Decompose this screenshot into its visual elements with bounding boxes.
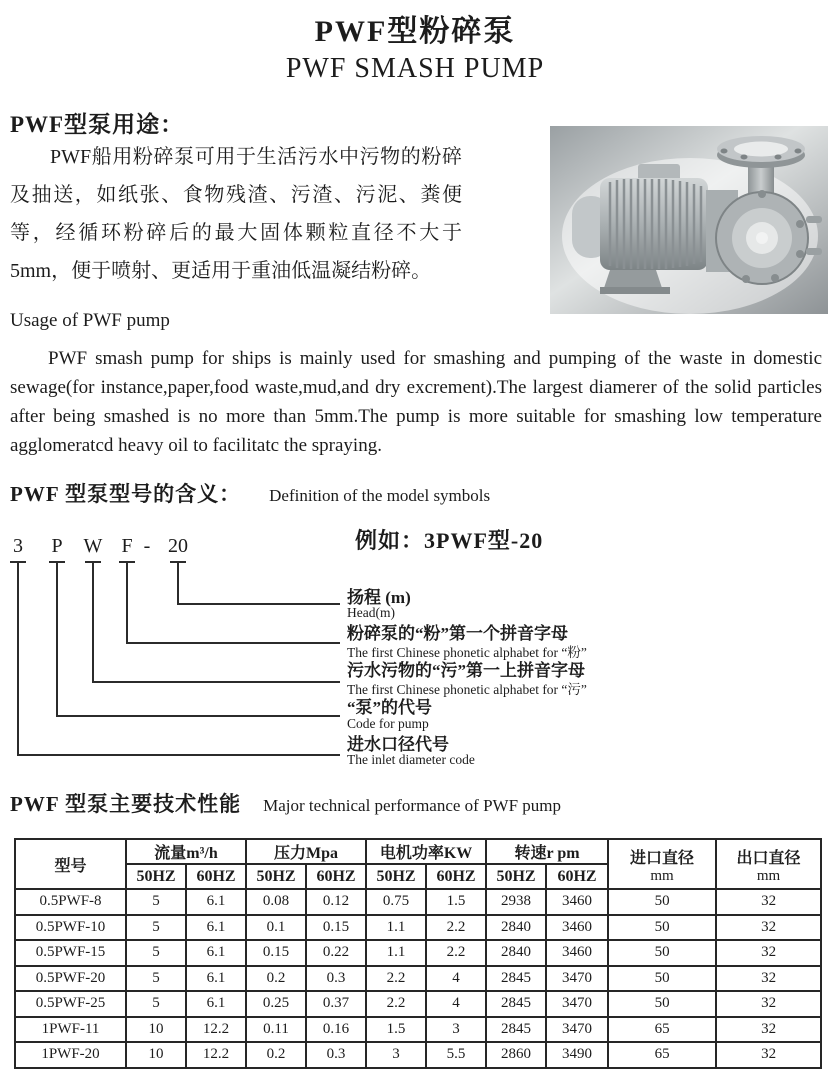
value-cell: 0.1: [246, 915, 306, 941]
outlet-diameter-unit: mm: [756, 867, 781, 884]
col-header-model: 型号: [15, 839, 126, 889]
value-cell: 10: [126, 1017, 186, 1043]
value-cell: 6.1: [186, 915, 246, 941]
diagram-label-inlet-code-en: The inlet diameter code: [347, 752, 475, 767]
value-cell: 2938: [486, 889, 546, 915]
model-cell: 0.5PWF-20: [15, 966, 126, 992]
pump-photo-illustration: [550, 126, 828, 314]
value-cell: 5.5: [426, 1042, 486, 1068]
value-cell: 6.1: [186, 966, 246, 992]
table-row: [15, 966, 821, 992]
value-cell: 1.1: [366, 940, 426, 966]
outlet-diameter-label: 出口直径: [736, 849, 801, 867]
value-cell: 2.2: [366, 966, 426, 992]
model-symbol-head: 20: [168, 535, 188, 557]
value-cell: 3470: [546, 966, 608, 992]
value-cell: 3: [366, 1042, 426, 1068]
model-cell: 1PWF-20: [15, 1042, 126, 1068]
diagram-label-fen-en: The first Chinese phonetic alphabet for “粉”: [347, 645, 587, 660]
table-row: [15, 940, 821, 966]
usage-body-en: PWF smash pump for ships is mainly used for smashing and pumping of the waste in domestic sewage(for instance,paper,food waste,mud,and dry excrement).The largest diamerer of the solid particles after being smashed is no more than 5mm.The pump is more suitable for smashing low temperature agglomeratcd heavy oil to facilitatc the spraying.: [10, 348, 822, 456]
value-cell: 3: [426, 1017, 486, 1043]
value-cell: 0.22: [306, 940, 366, 966]
col-group-pressure: 压力Mpa: [246, 839, 366, 864]
col-header-inlet-diameter: [608, 839, 716, 889]
inlet-diameter-unit: mm: [650, 867, 674, 884]
value-cell: 12.2: [186, 1017, 246, 1043]
value-cell: 0.08: [246, 889, 306, 915]
value-cell: 0.2: [246, 966, 306, 992]
model-definition-heading: [10, 478, 490, 508]
value-cell: 0.75: [366, 889, 426, 915]
value-cell: 50: [608, 940, 716, 966]
diagram-label-inlet-code-zh: 进水口径代号: [347, 735, 449, 754]
value-cell: 32: [716, 1042, 821, 1068]
performance-heading: [10, 788, 561, 818]
value-cell: 5: [126, 915, 186, 941]
value-cell: 0.12: [306, 889, 366, 915]
value-cell: 2845: [486, 966, 546, 992]
value-cell: 32: [716, 915, 821, 941]
table-row: [15, 889, 821, 915]
model-definition-heading-zh: PWF 型泵型号的含义：: [10, 482, 242, 506]
table-row: [15, 915, 821, 941]
spec-table: [14, 838, 822, 1069]
performance-heading-zh: PWF 型泵主要技术性能: [10, 792, 242, 816]
value-cell: 0.16: [306, 1017, 366, 1043]
sub-header-60hz: 60HZ: [426, 864, 486, 889]
usage-heading-zh: PWF型泵用途：: [10, 112, 185, 137]
value-cell: 32: [716, 966, 821, 992]
sub-header-60hz: 60HZ: [546, 864, 608, 889]
model-cell: 0.5PWF-15: [15, 940, 126, 966]
model-symbol-w: W: [83, 535, 103, 557]
model-symbol-diagram: [0, 535, 830, 785]
value-cell: 32: [716, 889, 821, 915]
sub-header-60hz: 60HZ: [186, 864, 246, 889]
value-cell: 0.3: [306, 966, 366, 992]
value-cell: 5: [126, 889, 186, 915]
value-cell: 2.2: [426, 915, 486, 941]
sub-header-60hz: 60HZ: [306, 864, 366, 889]
value-cell: 0.3: [306, 1042, 366, 1068]
value-cell: 3470: [546, 1017, 608, 1043]
model-cell: 0.5PWF-8: [15, 889, 126, 915]
sub-header-50hz: 50HZ: [366, 864, 426, 889]
value-cell: 12.2: [186, 1042, 246, 1068]
value-cell: 32: [716, 1017, 821, 1043]
value-cell: 3460: [546, 940, 608, 966]
model-symbol-inlet-code: 3: [13, 535, 23, 557]
model-cell: 1PWF-11: [15, 1017, 126, 1043]
table-header-row-groups: [15, 839, 821, 864]
sub-header-50hz: 50HZ: [486, 864, 546, 889]
model-definition-heading-en: Definition of the model symbols: [269, 486, 491, 505]
usage-heading-en: Usage of PWF pump: [10, 310, 170, 331]
model-symbol-f: F: [121, 535, 133, 557]
diagram-label-wu-zh: 污水污物的“污”第一上拼音字母: [347, 661, 585, 680]
value-cell: 5: [126, 991, 186, 1017]
diagram-label-pump-code-zh: “泵”的代号: [347, 698, 432, 717]
value-cell: 2.2: [366, 991, 426, 1017]
spec-table-body: [15, 889, 821, 1068]
inlet-diameter-label: 进口直径: [630, 849, 695, 867]
value-cell: 0.37: [306, 991, 366, 1017]
col-group-speed: 转速r pm: [486, 839, 608, 864]
value-cell: 2845: [486, 991, 546, 1017]
value-cell: 50: [608, 889, 716, 915]
value-cell: 6.1: [186, 940, 246, 966]
col-group-flow: 流量m³/h: [126, 839, 246, 864]
diagram-label-fen-zh: 粉碎泵的“粉”第一个拼音字母: [347, 624, 568, 643]
value-cell: 6.1: [186, 991, 246, 1017]
value-cell: 65: [608, 1017, 716, 1043]
sub-header-50hz: 50HZ: [126, 864, 186, 889]
diagram-label-pump-code-en: Code for pump: [347, 716, 429, 731]
title-block: [0, 12, 830, 86]
value-cell: 32: [716, 940, 821, 966]
value-cell: 50: [608, 966, 716, 992]
performance-heading-en: Major technical performance of PWF pump: [263, 796, 562, 815]
value-cell: 2860: [486, 1042, 546, 1068]
model-cell: 0.5PWF-10: [15, 915, 126, 941]
value-cell: 0.25: [246, 991, 306, 1017]
model-symbol-dash: -: [143, 535, 151, 557]
value-cell: 6.1: [186, 889, 246, 915]
value-cell: 0.2: [246, 1042, 306, 1068]
value-cell: 65: [608, 1042, 716, 1068]
model-cell: 0.5PWF-25: [15, 991, 126, 1017]
value-cell: 1.5: [366, 1017, 426, 1043]
value-cell: 4: [426, 991, 486, 1017]
diagram-label-head-en: Head(m): [347, 605, 395, 620]
value-cell: 50: [608, 991, 716, 1017]
value-cell: 3490: [546, 1042, 608, 1068]
value-cell: 3470: [546, 991, 608, 1017]
value-cell: 0.15: [246, 940, 306, 966]
model-example: 例如：3PWF型-20: [355, 528, 544, 553]
value-cell: 1.5: [426, 889, 486, 915]
value-cell: 2840: [486, 940, 546, 966]
value-cell: 5: [126, 940, 186, 966]
value-cell: 2.2: [426, 940, 486, 966]
col-header-outlet-diameter: [716, 839, 821, 889]
page-title-zh: PWF型粉碎泵: [314, 15, 516, 48]
value-cell: 5: [126, 966, 186, 992]
col-group-motor-power: 电机功率KW: [366, 839, 486, 864]
page-title-en: PWF SMASH PUMP: [285, 53, 545, 84]
value-cell: 0.11: [246, 1017, 306, 1043]
model-symbol-p: P: [51, 535, 63, 557]
diagram-label-head-zh: 扬程 (m): [347, 588, 411, 607]
table-row: [15, 991, 821, 1017]
value-cell: 3460: [546, 915, 608, 941]
value-cell: 50: [608, 915, 716, 941]
value-cell: 2840: [486, 915, 546, 941]
value-cell: 0.15: [306, 915, 366, 941]
value-cell: 32: [716, 991, 821, 1017]
pump-photo: [550, 126, 828, 314]
usage-body-zh: PWF船用粉碎泵可用于生活污水中污物的粉碎及抽送，如纸张、食物残渣、污渣、污泥、粪便等，经循环粉碎后的最大固体颗粒直径不大于5mm，便于喷射、更适用于重油低温凝结粉碎。: [10, 146, 462, 282]
diagram-label-wu-en: The first Chinese phonetic alphabet for “污”: [347, 682, 587, 697]
table-row: [15, 1042, 821, 1068]
value-cell: 4: [426, 966, 486, 992]
value-cell: 2845: [486, 1017, 546, 1043]
table-row: [15, 1017, 821, 1043]
sub-header-50hz: 50HZ: [246, 864, 306, 889]
value-cell: 10: [126, 1042, 186, 1068]
value-cell: 1.1: [366, 915, 426, 941]
value-cell: 3460: [546, 889, 608, 915]
